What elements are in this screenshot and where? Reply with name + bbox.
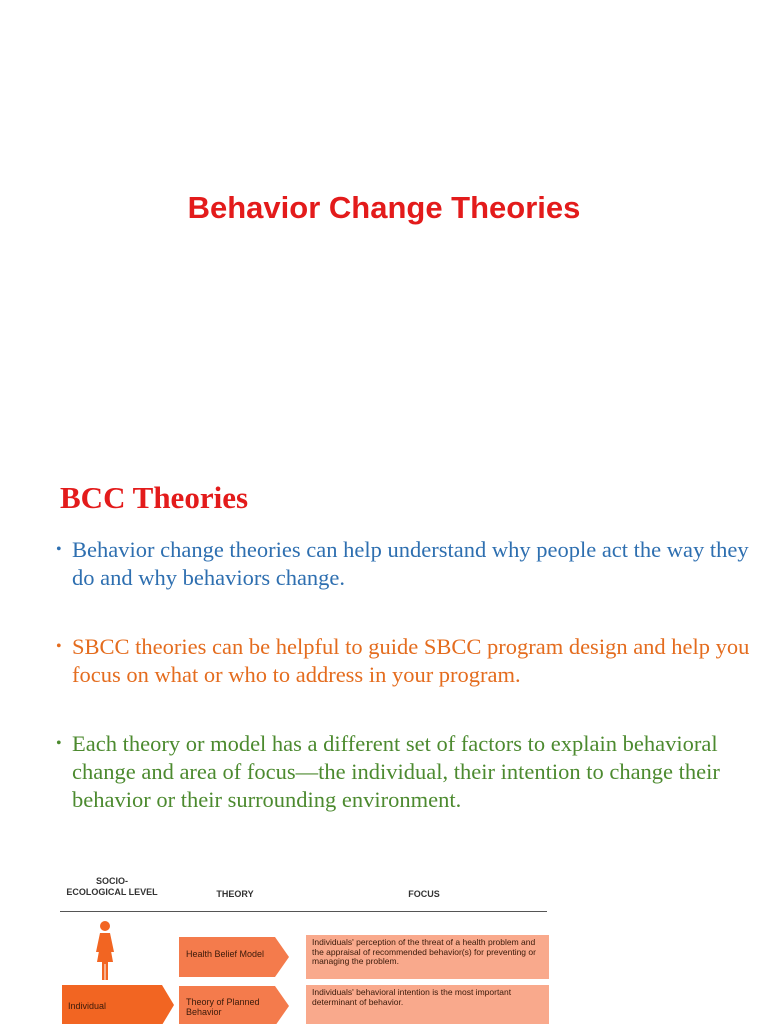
bullet-item <box>56 536 756 592</box>
column-header-theory: THEORY <box>216 889 254 899</box>
bullet-dot-icon: • <box>56 638 62 655</box>
level-label-individual: Individual <box>68 1001 107 1011</box>
column-header-socio-ecological-level <box>62 876 162 898</box>
bullet-item <box>56 633 756 689</box>
bullet-dot-icon: • <box>56 735 62 752</box>
bullet-item <box>56 730 756 814</box>
column-header-focus: FOCUS <box>408 889 440 899</box>
person-icon <box>90 920 120 982</box>
focus-box-planned-behavior: Individuals' behavioral intention is the most important determinant of behavior. <box>306 985 549 1024</box>
bullet-dot-icon: • <box>56 541 62 558</box>
header-line: ECOLOGICAL LEVEL <box>66 887 158 897</box>
theory-label-health-belief-model: Health Belief Model <box>186 949 265 959</box>
bullet-list <box>56 536 756 855</box>
slide-title-bcc-theories: BCC Theories <box>60 480 249 515</box>
focus-box-health-belief: Individuals' perception of the threat of a health problem and the appraisal of recommended behavior(s) for preventing or managing the problem. <box>306 935 549 979</box>
bullet-text: Behavior change theories can help understand why people act the way they do and why behaviors change. <box>72 537 749 590</box>
theory-label-planned-behavior: Theory of Planned Behavior <box>186 997 260 1017</box>
slide-title-behavior-change-theories: Behavior Change Theories <box>187 190 581 225</box>
table-header-divider <box>60 911 547 912</box>
bullet-text: Each theory or model has a different set of factors to explain behavioral change and area of focus—the individual, their intention to change their behavior or their surrounding environment. <box>72 731 720 812</box>
header-line: SOCIO- <box>95 876 128 886</box>
bullet-text: SBCC theories can be helpful to guide SBCC program design and help you focus on what or who to address in your program. <box>72 634 750 687</box>
